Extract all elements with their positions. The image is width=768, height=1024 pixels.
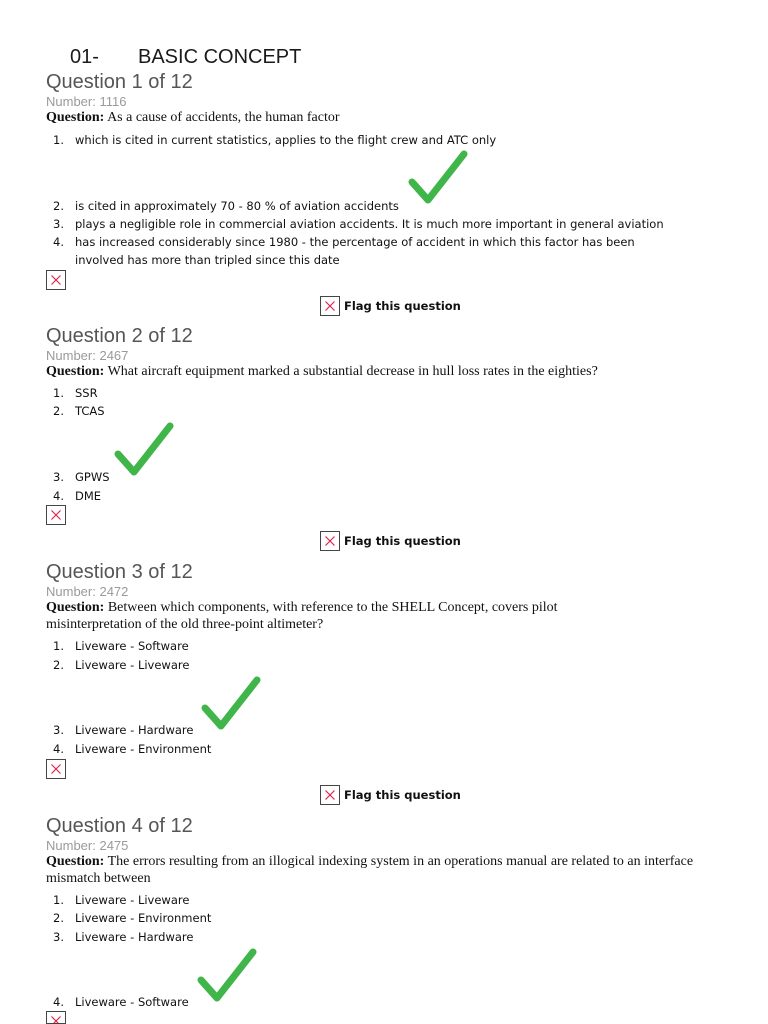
answer-text: SSR <box>75 386 98 400</box>
check-icon <box>197 948 257 1004</box>
question-text <box>46 853 716 887</box>
x-box-icon <box>320 531 340 551</box>
answer-option[interactable] <box>46 487 101 505</box>
question-number: Number: 2467 <box>46 348 129 363</box>
answer-number: 2. <box>53 658 64 672</box>
answer-number: 3. <box>53 723 64 737</box>
question-text <box>46 363 746 380</box>
question-body: As a cause of accidents, the human factor <box>104 110 340 125</box>
x-box-icon[interactable] <box>46 505 66 525</box>
answer-number: 1. <box>53 386 64 400</box>
answer-text: is cited in approximately 70 - 80 % of aviation accidents <box>75 199 399 213</box>
answer-text: DME <box>75 489 102 503</box>
flag-question-button[interactable] <box>320 531 461 551</box>
answer-option[interactable] <box>46 233 696 269</box>
answer-number: 1. <box>53 639 64 653</box>
answer-number: 4. <box>53 489 64 503</box>
answer-number: 3. <box>53 470 64 484</box>
answer-text: plays a negligible role in commercial aviation accidents. It is much more important in general aviation <box>75 217 664 231</box>
answer-text: Liveware - Environment <box>75 742 212 756</box>
flag-label: Flag this question <box>344 788 461 802</box>
question-block-1 <box>46 70 746 126</box>
answer-text: which is cited in current statistics, applies to the flight crew and ATC only <box>75 133 497 147</box>
answer-number: 3. <box>53 217 64 231</box>
question-label: Question: <box>46 110 105 125</box>
answer-number: 1. <box>53 893 64 907</box>
answer-option[interactable] <box>46 215 664 233</box>
answer-option[interactable] <box>46 656 189 674</box>
answer-option[interactable] <box>46 740 211 758</box>
answer-option[interactable] <box>46 909 211 927</box>
answer-text: Liveware - Software <box>75 995 189 1009</box>
question-label: Question: <box>46 364 105 379</box>
answer-text: Liveware - Hardware <box>75 723 194 737</box>
answer-text: TCAS <box>75 404 105 418</box>
question-body: Between which components, with reference to the SHELL Concept, covers pilot misinterpretation of the old three-point altimeter? <box>46 600 558 632</box>
x-box-icon[interactable] <box>46 1011 66 1024</box>
answer-option[interactable] <box>46 402 105 420</box>
answer-text: Liveware - Liveware <box>75 893 190 907</box>
answer-number: 3. <box>53 930 64 944</box>
check-icon <box>408 150 468 206</box>
question-block-3 <box>46 560 746 633</box>
answer-text: has increased considerably since 1980 - the percentage of accident in which this factor has been involved has more than tripled since this date <box>75 235 635 267</box>
answer-number: 4. <box>53 742 64 756</box>
answer-text: Liveware - Software <box>75 639 189 653</box>
question-number: Number: 2475 <box>46 838 129 853</box>
question-body: The errors resulting from an illogical indexing system in an operations manual are related to an interface mismatch between <box>46 854 694 886</box>
question-label: Question: <box>46 600 105 615</box>
question-title: Question 1 of 12 <box>46 71 193 93</box>
flag-question-button[interactable] <box>320 785 461 805</box>
answer-number: 4. <box>53 995 64 1009</box>
answer-option[interactable] <box>46 928 193 946</box>
x-box-icon <box>320 785 340 805</box>
question-text <box>46 599 626 633</box>
question-body: What aircraft equipment marked a substantial decrease in hull loss rates in the eighties? <box>104 364 598 379</box>
answer-option[interactable] <box>46 384 98 402</box>
page-heading <box>70 46 301 69</box>
question-title: Question 2 of 12 <box>46 325 193 347</box>
question-block-4 <box>46 814 746 887</box>
question-number: Number: 2472 <box>46 584 129 599</box>
answer-option[interactable] <box>46 637 189 655</box>
check-icon <box>201 676 261 732</box>
answer-option[interactable] <box>46 891 189 909</box>
question-title: Question 3 of 12 <box>46 561 193 583</box>
answer-text: Liveware - Hardware <box>75 930 194 944</box>
flag-label: Flag this question <box>344 534 461 548</box>
x-box-icon <box>320 296 340 316</box>
answer-option[interactable] <box>46 993 189 1011</box>
answer-number: 2. <box>53 404 64 418</box>
answer-option[interactable] <box>46 197 399 215</box>
question-block-2 <box>46 324 746 380</box>
x-box-icon[interactable] <box>46 759 66 779</box>
answer-number: 2. <box>53 911 64 925</box>
answer-text: Liveware - Liveware <box>75 658 190 672</box>
question-label: Question: <box>46 854 105 869</box>
flag-label: Flag this question <box>344 299 461 313</box>
answer-number: 2. <box>53 199 64 213</box>
answer-option[interactable] <box>46 468 110 486</box>
section-title: BASIC CONCEPT <box>138 46 302 68</box>
answer-number: 4. <box>53 235 64 249</box>
answer-option[interactable] <box>46 721 193 739</box>
x-box-icon[interactable] <box>46 270 66 290</box>
answer-text: GPWS <box>75 470 110 484</box>
answer-number: 1. <box>53 133 64 147</box>
answer-text: Liveware - Environment <box>75 911 212 925</box>
question-text <box>46 109 746 126</box>
check-icon <box>114 422 174 478</box>
question-title: Question 4 of 12 <box>46 815 193 837</box>
answer-option[interactable] <box>46 131 496 149</box>
question-number: Number: 1116 <box>46 94 127 109</box>
flag-question-button[interactable] <box>320 296 461 316</box>
section-number: 01- <box>70 46 99 68</box>
